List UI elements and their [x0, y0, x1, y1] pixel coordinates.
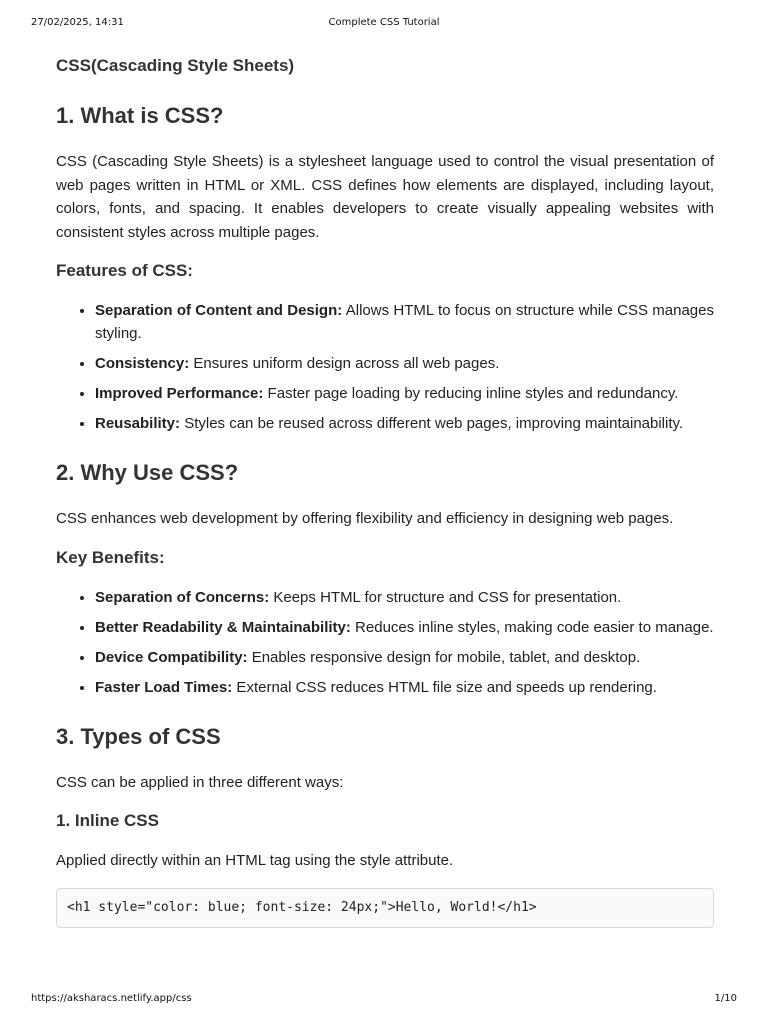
- list-item: [95, 412, 714, 435]
- print-title: Complete CSS Tutorial: [328, 17, 440, 28]
- inline-css-heading: 1. Inline CSS: [56, 811, 159, 830]
- types-of-css-paragraph: CSS can be applied in three different ways:: [56, 773, 344, 791]
- list-item-term: Faster Load Times:: [95, 678, 233, 696]
- features-heading: Features of CSS:: [56, 261, 193, 280]
- list-item-desc: Enables responsive design for mobile, tablet, and desktop.: [247, 648, 641, 666]
- inline-css-paragraph: Applied directly within an HTML tag using the style attribute.: [56, 852, 454, 869]
- list-item-desc: Faster page loading by reducing inline styles and redundancy.: [263, 385, 679, 402]
- list-item: [95, 352, 714, 375]
- list-item-desc: Allows HTML to focus on structure while CSS manages styling.: [95, 302, 714, 342]
- list-item: [95, 382, 714, 405]
- section-heading-what-is-css: 1. What is CSS?: [56, 103, 224, 128]
- features-list: [56, 299, 714, 435]
- list-item-term: Consistency:: [95, 355, 190, 372]
- print-datetime: 27/02/2025, 14:31: [31, 17, 124, 28]
- list-item-term: Improved Performance:: [95, 385, 264, 402]
- list-item-desc: Styles can be reused across different web pages, improving maintainability.: [180, 415, 684, 432]
- section-heading-types-of-css: 3. Types of CSS: [56, 723, 221, 749]
- print-url: https://aksharacs.netlify.app/css: [31, 993, 192, 1004]
- list-item: [95, 586, 714, 609]
- code-block: <h1 style="color: blue; font-size: 24px;">Hello, World!</h1>: [56, 888, 714, 928]
- page-number: 1/10: [714, 993, 737, 1004]
- why-use-css-paragraph: CSS enhances web development by offering flexibility and efficiency in designing web pages.: [56, 510, 674, 527]
- benefits-heading: Key Benefits:: [56, 547, 165, 567]
- list-item-term: Separation of Content and Design:: [95, 302, 343, 319]
- list-item-term: Separation of Concerns:: [95, 588, 270, 606]
- list-item-desc: Keeps HTML for structure and CSS for presentation.: [269, 588, 622, 606]
- section-heading-why-use-css: 2. Why Use CSS?: [56, 460, 239, 485]
- list-item: [95, 676, 714, 699]
- list-item-desc: External CSS reduces HTML file size and speeds up rendering.: [232, 678, 657, 696]
- list-item-term: Reusability:: [95, 415, 181, 432]
- list-item: [95, 616, 714, 639]
- what-is-css-paragraph: CSS (Cascading Style Sheets) is a stylesheet language used to control the visual presentation of web pages written in HTML or XML. CSS defines how elements are displayed, including layout, colors, fonts, and spacing. It enables developers to create visually appealing websites with consistent styles across multiple pages.: [56, 153, 714, 241]
- list-item: [95, 646, 714, 669]
- document-content: [56, 54, 714, 928]
- benefits-list: [56, 586, 714, 699]
- list-item-desc: Reduces inline styles, making code easier to manage.: [350, 618, 714, 636]
- list-item-term: Device Compatibility:: [95, 648, 248, 666]
- list-item-term: Better Readability & Maintainability:: [95, 618, 351, 636]
- list-item-desc: Ensures uniform design across all web pages.: [189, 355, 500, 372]
- document-title: CSS(Cascading Style Sheets): [56, 56, 295, 75]
- list-item: [95, 299, 714, 345]
